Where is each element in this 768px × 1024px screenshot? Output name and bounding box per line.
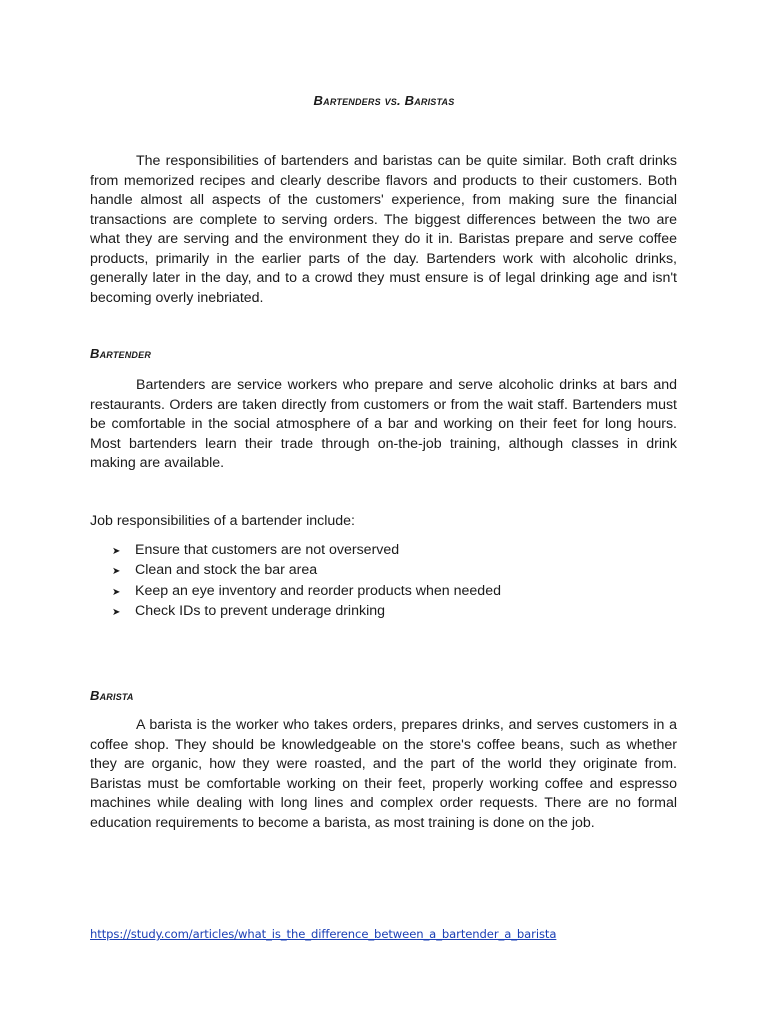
responsibilities-intro: Job responsibilities of a bartender include: [90,513,355,529]
list-item [112,541,501,561]
arrowhead-bullet-icon: ➤ [112,606,121,618]
bartender-paragraph: Bartenders are service workers who prepare and serve alcoholic drinks at bars and restaurants. Orders are taken directly from customers or from the wait staff. Bartenders must be comfortable in the social atmosphere of a bar and working on their feet for long hours. Most bartenders learn their trade through on-the-job training, although classes in drink making are available. [90,377,677,471]
arrowhead-bullet-icon: ➤ [112,566,121,578]
list-item-text: Clean and stock the bar area [135,562,318,579]
intro-paragraph: The responsibilities of bartenders and baristas can be quite similar. Both craft drinks from memorized recipes and clearly describe flavors and products to their customers. Both handle almost all aspects of the customers' experience, from making sure the financial transactions are complete to serving orders. The biggest differences between the two are what they are serving and the environment they do it in. Baristas prepare and serve coffee products, primarily in the earlier parts of the day. Bartenders work with alcoholic drinks, generally later in the day, and to a crowd they must ensure is of legal drinking age and isn't becoming overly inebriated. [90,153,677,306]
source-link[interactable]: https://study.com/articles/what_is_the_difference_between_a_bartender_a_barista [90,927,557,941]
list-item [112,602,501,622]
list-item [112,561,501,581]
barista-paragraph: A barista is the worker who takes orders, prepares drinks, and serves customers in a coffee shop. They should be knowledgeable on the store's coffee beans, such as whether they are organic, how they were roasted, and the part of the world they originate from. Baristas must be comfortable working on their feet, properly working coffee and espresso machines while dealing with long lines and complex order requests. There are no formal education requirements to become a barista, as most training is done on the job. [90,717,677,831]
list-item [112,582,501,602]
bartender-heading: Bartender [90,346,152,361]
barista-heading: Barista [90,688,134,703]
list-item-text: Check IDs to prevent underage drinking [135,602,385,619]
responsibilities-list [112,541,501,622]
arrowhead-bullet-icon: ➤ [112,546,121,557]
arrowhead-bullet-icon: ➤ [112,586,121,598]
document-title: Bartenders vs. Baristas [313,93,455,108]
list-item-text: Ensure that customers are not overserved [135,542,400,558]
list-item-text: Keep an eye inventory and reorder products when needed [135,582,501,599]
